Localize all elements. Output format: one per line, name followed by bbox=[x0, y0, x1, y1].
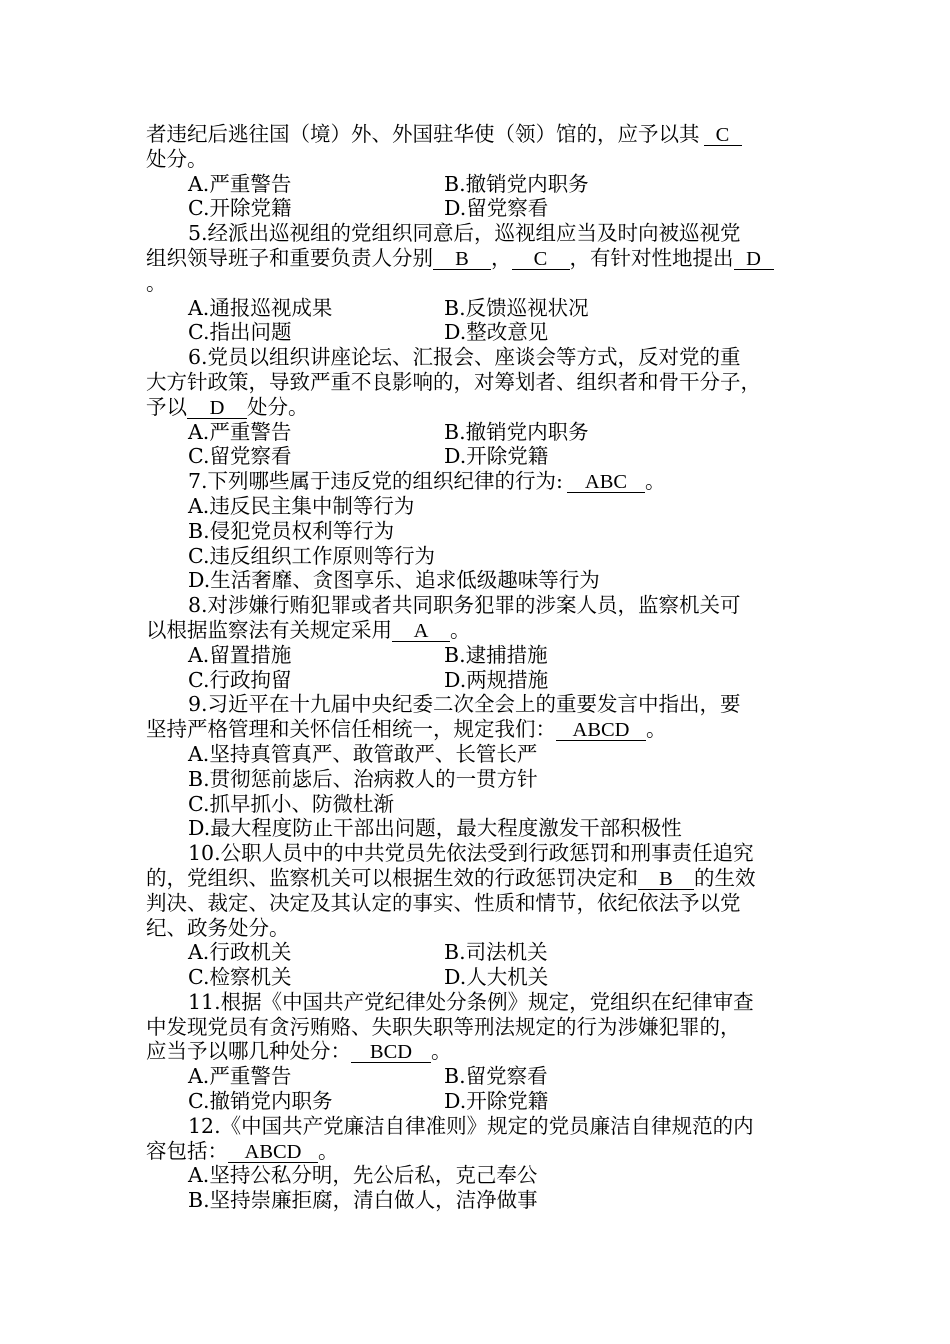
q11-answer: BCD bbox=[351, 1043, 431, 1063]
q12-option-b: B.坚持崇廉拒腐，清白做人，洁净做事 bbox=[188, 1188, 538, 1213]
q5-option-d: D.整改意见 bbox=[444, 320, 549, 345]
q7-option-d: D.生活奢靡、贪图享乐、追求低级趣味等行为 bbox=[188, 568, 600, 593]
q12-answer: ABCD bbox=[228, 1143, 318, 1163]
q6-line-2 bbox=[146, 370, 810, 395]
q4-option-a: A.严重警告 bbox=[188, 171, 292, 196]
q10-option-a: A.行政机关 bbox=[188, 940, 292, 965]
q6-text-3a: 予以 bbox=[146, 394, 187, 419]
q12-text-1: 12.《中国共产党廉洁自律准则》规定的党员廉洁自律规范的内 bbox=[188, 1113, 754, 1138]
q6-option-a: A.严重警告 bbox=[188, 419, 292, 444]
q12-text-2b: 。 bbox=[318, 1138, 339, 1163]
q4-option-d: D.留党察看 bbox=[444, 196, 549, 221]
q9-option-d: D.最大程度防止干部出问题，最大程度激发干部积极性 bbox=[188, 816, 682, 841]
q10-option-c: C.检察机关 bbox=[188, 965, 292, 990]
q9-text-2a: 坚持严格管理和关怀信任相统一，规定我们： bbox=[146, 717, 556, 742]
q7-text-1a: 7.下列哪些属于违反党的组织纪律的行为: bbox=[188, 469, 563, 494]
q11-option-b: B.留党察看 bbox=[444, 1064, 548, 1089]
q8-text-1: 8.对涉嫌行贿犯罪或者共同职务犯罪的涉案人员，监察机关可 bbox=[188, 593, 741, 618]
q9-line-2 bbox=[146, 717, 810, 742]
q9-line-1 bbox=[146, 692, 810, 717]
q11-options-row-1 bbox=[146, 1064, 810, 1089]
q8-option-d: D.两规措施 bbox=[444, 667, 549, 692]
q10-option-d: D.人大机关 bbox=[444, 965, 549, 990]
q10-text-2b: 的生效 bbox=[694, 865, 756, 890]
q4-line-2 bbox=[146, 147, 810, 172]
q9-option-c: C.抓早抓小、防微杜渐 bbox=[188, 791, 394, 816]
q8-option-a: A.留置措施 bbox=[188, 642, 292, 667]
q11-text-3a: 应当予以哪几种处分： bbox=[146, 1039, 351, 1064]
q7-option-a: A.违反民主集中制等行为 bbox=[188, 493, 415, 518]
q11-text-1: 11.根据《中国共产党纪律处分条例》规定，党组织在纪律审查 bbox=[188, 989, 754, 1014]
q4-line-1 bbox=[146, 122, 810, 147]
q10-answer: B bbox=[638, 870, 694, 890]
q8-answer: A bbox=[392, 622, 450, 642]
q6-text-2: 大方针政策，导致严重不良影响的，对筹划者、组织者和骨干分子， bbox=[146, 369, 761, 394]
q5-options-row-2 bbox=[146, 320, 810, 345]
q9-text-2b: 。 bbox=[646, 717, 667, 742]
q10-text-4: 纪、政务处分。 bbox=[146, 915, 290, 940]
q11-line-2 bbox=[146, 1015, 810, 1040]
q8-option-b: B.逮捕措施 bbox=[444, 642, 548, 667]
q12-line-1 bbox=[146, 1114, 810, 1139]
q5-answer-1: B bbox=[433, 250, 491, 270]
q5-separator: ， bbox=[491, 245, 512, 270]
q10-text-2a: 的，党组织、监察机关可以根据生效的行政惩罚决定和 bbox=[146, 865, 638, 890]
q4-options-row-1 bbox=[146, 172, 810, 197]
q11-text-2: 中发现党员有贪污贿赂、失职失职等刑法规定的行为涉嫌犯罪的， bbox=[146, 1014, 741, 1039]
q10-line-3 bbox=[146, 891, 810, 916]
q5-text-2b: ，有针对性地提出 bbox=[569, 245, 734, 270]
q5-text-1: 5.经派出巡视组的党组织同意后，巡视组应当及时向被巡视党 bbox=[188, 221, 741, 246]
q4-option-b: B.撤销党内职务 bbox=[444, 171, 589, 196]
q6-options-row-2 bbox=[146, 444, 810, 469]
q12-text-2a: 容包括： bbox=[146, 1138, 228, 1163]
q10-text-3: 判决、裁定、决定及其认定的事实、性质和情节，依纪依法予以党 bbox=[146, 890, 741, 915]
q10-text-1: 10.公职人员中的中共党员先依法受到行政惩罚和刑事责任追究 bbox=[188, 841, 754, 866]
q11-option-a: A.严重警告 bbox=[188, 1064, 292, 1089]
q5-option-b: B.反馈巡视状况 bbox=[444, 295, 589, 320]
q6-line-3 bbox=[146, 395, 810, 420]
q6-answer: D bbox=[187, 399, 247, 419]
q4-text-2: 处分。 bbox=[146, 146, 208, 171]
q5-answer-2: C bbox=[512, 250, 570, 270]
q4-answer: C bbox=[704, 126, 742, 146]
q4-options-row-2 bbox=[146, 196, 810, 221]
q10-line-4 bbox=[146, 916, 810, 941]
q8-line-1 bbox=[146, 593, 810, 618]
q5-line-3 bbox=[146, 271, 810, 296]
q6-options-row-1 bbox=[146, 420, 810, 445]
q6-text-1: 6.党员以组织讲座论坛、汇报会、座谈会等方式，反对党的重 bbox=[188, 345, 741, 370]
q6-line-1 bbox=[146, 345, 810, 370]
q5-options-row-1 bbox=[146, 296, 810, 321]
q7-line-1 bbox=[146, 469, 810, 494]
q10-line-2 bbox=[146, 866, 810, 891]
q8-text-2b: 。 bbox=[450, 617, 471, 642]
q11-line-1 bbox=[146, 990, 810, 1015]
q11-text-3b: 。 bbox=[431, 1039, 452, 1064]
q10-line-1 bbox=[146, 841, 810, 866]
q8-options-row-2 bbox=[146, 668, 810, 693]
q9-option-b: B.贯彻惩前毖后、治病救人的一贯方针 bbox=[188, 766, 538, 791]
q4-text: 者违纪后逃往国（境）外、外国驻华使（领）馆的，应予以其 bbox=[146, 122, 700, 146]
q10-options-row-2 bbox=[146, 965, 810, 990]
q9-text-1: 9.习近平在十九届中央纪委二次全会上的重要发言中指出，要 bbox=[188, 692, 741, 717]
q10-option-b: B.司法机关 bbox=[444, 940, 548, 965]
q8-option-c: C.行政拘留 bbox=[188, 667, 292, 692]
q5-answer-3: D bbox=[734, 250, 774, 270]
q11-line-3 bbox=[146, 1039, 810, 1064]
q7-answer: ABC bbox=[567, 473, 645, 493]
q5-option-c: C.指出问题 bbox=[188, 320, 292, 345]
q9-answer: ABCD bbox=[556, 721, 646, 741]
q10-options-row-1 bbox=[146, 940, 810, 965]
q7-text-1b: 。 bbox=[644, 469, 666, 494]
q11-option-d: D.开除党籍 bbox=[444, 1089, 549, 1114]
q12-line-2 bbox=[146, 1139, 810, 1164]
q6-option-c: C.留党察看 bbox=[188, 444, 292, 469]
q8-line-2 bbox=[146, 618, 810, 643]
q4-option-c: C.开除党籍 bbox=[188, 196, 292, 221]
q5-option-a: A.通报巡视成果 bbox=[188, 295, 333, 320]
q5-line-1 bbox=[146, 221, 810, 246]
q6-option-d: D.开除党籍 bbox=[444, 444, 549, 469]
q6-text-3b: 处分。 bbox=[247, 394, 309, 419]
q5-line-2 bbox=[146, 246, 810, 271]
q7-option-c: C.违反组织工作原则等行为 bbox=[188, 543, 435, 568]
q5-text-3: 。 bbox=[146, 270, 167, 295]
q5-text-2a: 组织领导班子和重要负责人分别 bbox=[146, 245, 433, 270]
q8-options-row-1 bbox=[146, 643, 810, 668]
q7-option-b: B.侵犯党员权利等行为 bbox=[188, 518, 395, 543]
q11-option-c: C.撤销党内职务 bbox=[188, 1089, 333, 1114]
q12-option-a: A.坚持公私分明，先公后私，克己奉公 bbox=[188, 1163, 538, 1188]
q11-options-row-2 bbox=[146, 1089, 810, 1114]
q9-option-a: A.坚持真管真严、敢管敢严、长管长严 bbox=[188, 741, 538, 766]
q8-text-2a: 以根据监察法有关规定采用 bbox=[146, 617, 392, 642]
q6-option-b: B.撤销党内职务 bbox=[444, 419, 589, 444]
